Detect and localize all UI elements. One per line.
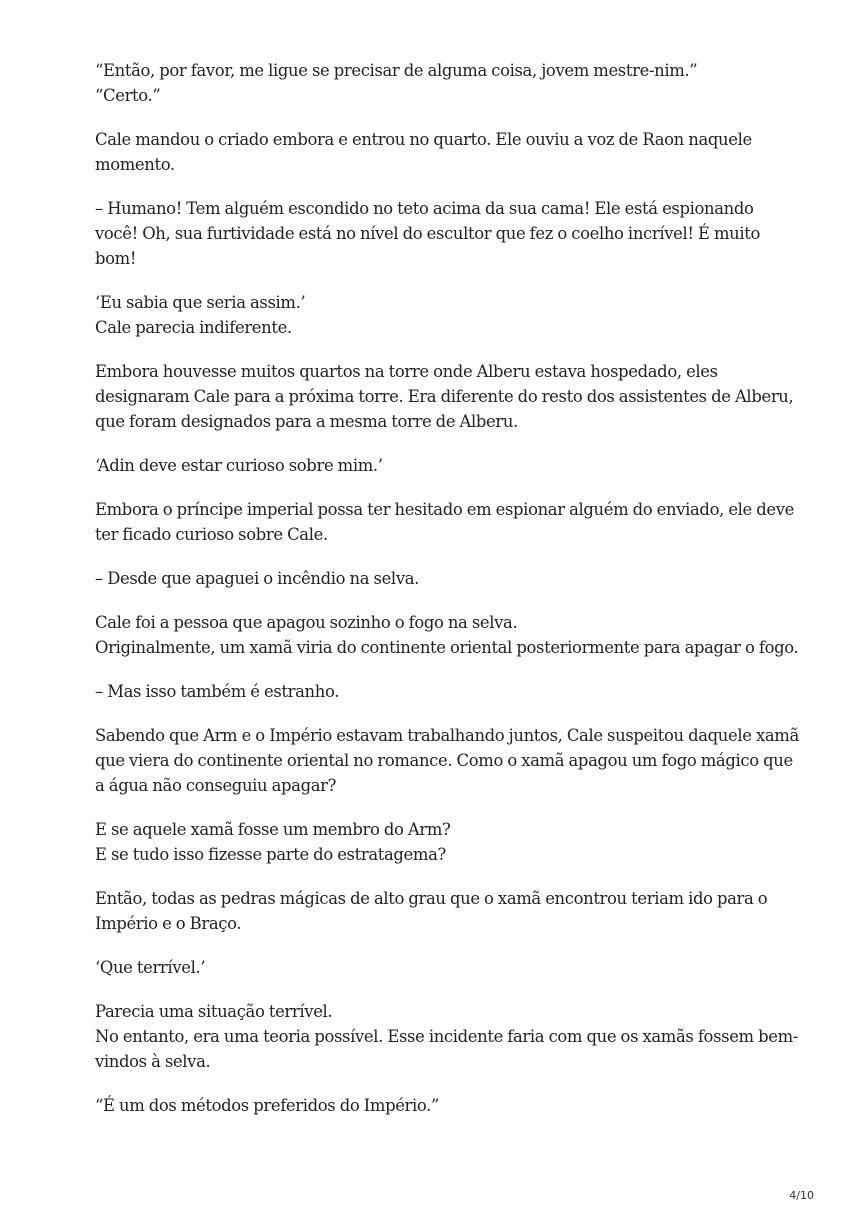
text-line: – Desde que apaguei o incêndio na selva. (95, 569, 420, 588)
paragraph (95, 453, 785, 478)
paragraph (95, 566, 785, 591)
text-line: – Mas isso também é estranho. (95, 682, 340, 701)
paragraph (95, 127, 785, 177)
paragraph (95, 497, 795, 547)
text-line: a água não conseguiu apagar? (95, 776, 337, 795)
paragraph (95, 955, 785, 980)
text-line: designaram Cale para a próxima torre. Era diferente do resto dos assistentes de Alberu, (95, 387, 794, 406)
text-line: bom! (95, 249, 137, 268)
paragraph (95, 817, 785, 867)
text-line: Embora houvesse muitos quartos na torre onde Alberu estava hospedado, eles (95, 362, 718, 381)
paragraph (95, 290, 785, 340)
text-line: Embora o príncipe imperial possa ter hesitado em espionar alguém do enviado, ele deve (95, 500, 795, 519)
page-number: 4/10 (789, 1189, 814, 1202)
paragraph (95, 999, 798, 1074)
document-body (95, 58, 799, 1137)
text-line: Parecia uma situação terrível. (95, 1002, 333, 1021)
paragraph (95, 610, 799, 660)
text-line: que viera do continente oriental no romance. Como o xamã apagou um fogo mágico que (95, 751, 793, 770)
text-line: “Então, por favor, me ligue se precisar de alguma coisa, jovem mestre-nim.” (95, 61, 698, 80)
text-line: Cale mandou o criado embora e entrou no quarto. Ele ouviu a voz de Raon naquele (95, 130, 752, 149)
text-line: momento. (95, 155, 175, 174)
text-line: “É um dos métodos preferidos do Império.” (95, 1096, 440, 1115)
text-line: Cale foi a pessoa que apagou sozinho o fogo na selva. (95, 613, 518, 632)
text-line: ‘Eu sabia que seria assim.’ (95, 293, 306, 312)
text-line: No entanto, era uma teoria possível. Esse incidente faria com que os xamãs fossem bem- (95, 1027, 798, 1046)
text-line: E se aquele xamã fosse um membro do Arm? (95, 820, 451, 839)
text-line: Sabendo que Arm e o Império estavam trabalhando juntos, Cale suspeitou daquele xamã (95, 726, 799, 745)
text-line: ‘Adin deve estar curioso sobre mim.’ (95, 456, 383, 475)
text-line: você! Oh, sua furtividade está no nível do escultor que fez o coelho incrível! É muito (95, 224, 761, 243)
text-line: Então, todas as pedras mágicas de alto grau que o xamã encontrou teriam ido para o (95, 889, 768, 908)
paragraph (95, 196, 785, 271)
text-line: ter ficado curioso sobre Cale. (95, 525, 328, 544)
text-line: ‘Que terrível.’ (95, 958, 206, 977)
paragraph (95, 359, 794, 434)
paragraph (95, 886, 785, 936)
paragraph (95, 723, 799, 798)
text-line: Império e o Braço. (95, 914, 242, 933)
text-line: “Certo.” (95, 86, 161, 105)
text-line: Cale parecia indiferente. (95, 318, 292, 337)
text-line: E se tudo isso fizesse parte do estratagema? (95, 845, 446, 864)
text-line: vindos à selva. (95, 1052, 211, 1071)
text-line: Originalmente, um xamã viria do continente oriental posteriormente para apagar o fogo. (95, 638, 799, 657)
paragraph (95, 679, 785, 704)
paragraph (95, 1093, 785, 1118)
paragraph (95, 58, 785, 108)
text-line: que foram designados para a mesma torre de Alberu. (95, 412, 518, 431)
text-line: – Humano! Tem alguém escondido no teto acima da sua cama! Ele está espionando (95, 199, 754, 218)
